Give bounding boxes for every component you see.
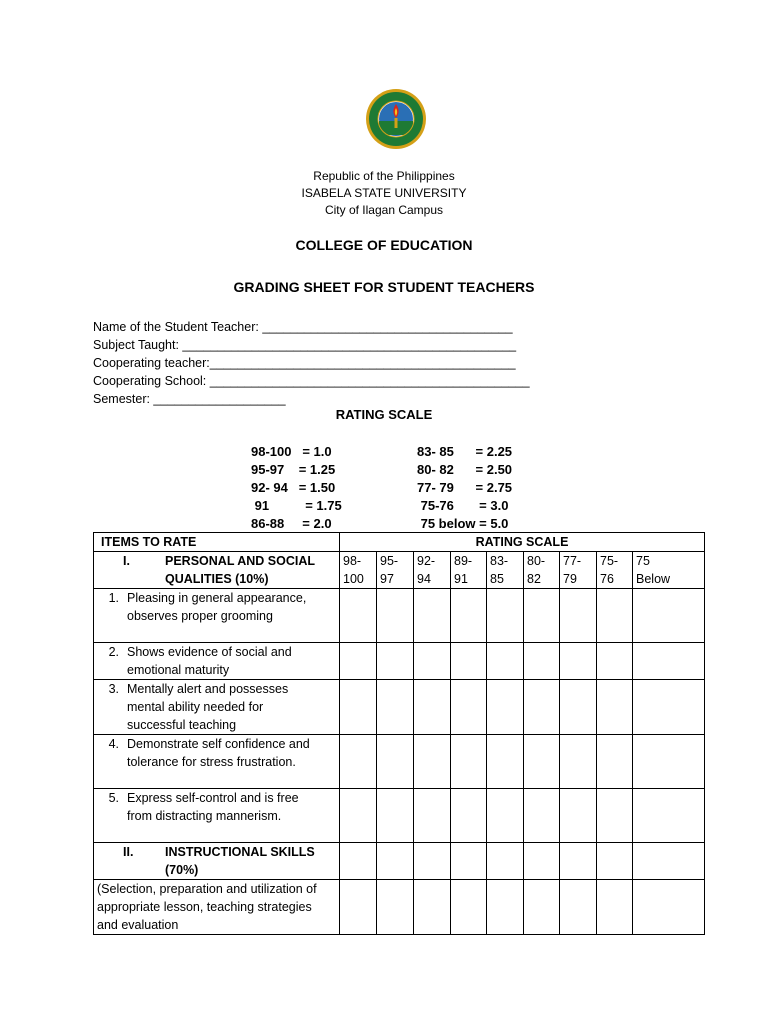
rating-cell[interactable] — [524, 680, 560, 735]
rating-cell[interactable] — [487, 589, 524, 643]
rating-cell[interactable] — [340, 589, 377, 643]
item-cell — [94, 589, 340, 643]
table-row — [94, 589, 705, 643]
rating-cell[interactable] — [340, 680, 377, 735]
section-2-note: (Selection, preparation and utilization of appropriate lesson, teaching strategies and evaluation — [94, 880, 340, 935]
rating-cell[interactable] — [451, 680, 487, 735]
column-header: 95- 97 — [377, 552, 414, 589]
header-university: ISABELA STATE UNIVERSITY — [301, 186, 467, 200]
rating-cell[interactable] — [487, 735, 524, 789]
rating-cell[interactable] — [451, 735, 487, 789]
item-cell — [94, 680, 340, 735]
cooperating-teacher-field[interactable]: Cooperating teacher:____________________________________________ — [93, 356, 516, 370]
header-campus: City of Ilagan Campus — [324, 203, 444, 217]
rating-cell[interactable] — [414, 589, 451, 643]
section-2-title: II. INSTRUCTIONAL SKILLS (70%) — [94, 843, 340, 880]
rating-cell[interactable] — [633, 680, 705, 735]
rating-cell[interactable] — [377, 589, 414, 643]
rating-cell[interactable] — [633, 843, 705, 880]
item-text: Mentally alert and possesses mental ability needed for successful teaching — [127, 682, 289, 732]
scale-right-5: 75 below = 5.0 — [417, 516, 509, 531]
rating-cell[interactable] — [377, 643, 414, 680]
rating-cell[interactable] — [560, 789, 597, 843]
rating-cell[interactable] — [377, 843, 414, 880]
table-row — [94, 880, 705, 935]
rating-cell[interactable] — [560, 680, 597, 735]
section-row — [94, 843, 705, 880]
column-header: 80- 82 — [524, 552, 560, 589]
student-teacher-field[interactable]: Name of the Student Teacher: ____________________________________ — [93, 320, 513, 334]
rating-cell[interactable] — [633, 643, 705, 680]
column-header: 75- 76 — [597, 552, 633, 589]
semester-field[interactable]: Semester: ___________________ — [93, 392, 286, 406]
scale-left-1: 98-100 = 1.0 — [251, 444, 332, 459]
rating-cell[interactable] — [377, 880, 414, 935]
item-text: Demonstrate self confidence and tolerance for stress frustration. — [127, 737, 310, 769]
info-fields — [93, 318, 530, 408]
rating-cell[interactable] — [597, 880, 633, 935]
rating-cell[interactable] — [414, 680, 451, 735]
rating-cell[interactable] — [524, 880, 560, 935]
item-number: 2. — [108, 645, 119, 659]
table-row — [94, 789, 705, 843]
rating-cell[interactable] — [340, 735, 377, 789]
rating-cell[interactable] — [487, 843, 524, 880]
column-header: 98- 100 — [340, 552, 377, 589]
rating-cell[interactable] — [597, 735, 633, 789]
rating-cell[interactable] — [524, 643, 560, 680]
rating-cell[interactable] — [633, 789, 705, 843]
rating-cell[interactable] — [633, 589, 705, 643]
item-number: 3. — [108, 682, 119, 696]
scale-right-4: 75-76 = 3.0 — [417, 498, 509, 513]
document-title: GRADING SHEET FOR STUDENT TEACHERS — [233, 279, 535, 295]
item-cell — [94, 789, 340, 843]
rating-cell[interactable] — [414, 735, 451, 789]
rating-cell[interactable] — [597, 789, 633, 843]
rating-cell[interactable] — [524, 843, 560, 880]
subject-field[interactable]: Subject Taught: ________________________________________________ — [93, 338, 517, 352]
scale-right-3: 77- 79 = 2.75 — [417, 480, 513, 495]
header-republic: Republic of the Philippines — [313, 169, 455, 183]
rating-cell[interactable] — [340, 880, 377, 935]
rating-cell[interactable] — [487, 880, 524, 935]
university-seal-logo — [365, 88, 427, 150]
rating-scale-header: RATING SCALE — [340, 533, 705, 552]
rating-cell[interactable] — [340, 843, 377, 880]
rating-cell[interactable] — [597, 589, 633, 643]
rating-cell[interactable] — [560, 643, 597, 680]
table-row — [94, 643, 705, 680]
scale-left-3: 92- 94 = 1.50 — [251, 480, 336, 495]
scale-right-2: 80- 82 = 2.50 — [417, 462, 513, 477]
rating-cell[interactable] — [560, 843, 597, 880]
section-1-title: I. PERSONAL AND SOCIAL QUALITIES (10%) — [94, 552, 340, 589]
rating-cell[interactable] — [487, 789, 524, 843]
scale-left-2: 95-97 = 1.25 — [251, 462, 336, 477]
item-cell — [94, 735, 340, 789]
item-text: Shows evidence of social and emotional maturity — [127, 645, 292, 677]
item-number: 5. — [108, 791, 119, 805]
table-row — [94, 735, 705, 789]
rating-cell[interactable] — [451, 880, 487, 935]
rating-cell[interactable] — [633, 880, 705, 935]
column-header: 77- 79 — [560, 552, 597, 589]
rating-scale-title: RATING SCALE — [335, 407, 433, 422]
item-text: Pleasing in general appearance, observes proper grooming — [127, 591, 307, 623]
items-header: ITEMS TO RATE — [94, 533, 340, 552]
rating-cell[interactable] — [451, 843, 487, 880]
item-text: Express self-control and is free from distracting mannerism. — [127, 791, 299, 823]
scale-left-5: 86-88 = 2.0 — [251, 516, 332, 531]
rating-cell[interactable] — [451, 643, 487, 680]
rating-cell[interactable] — [414, 789, 451, 843]
section-row — [94, 552, 705, 589]
rating-cell[interactable] — [560, 735, 597, 789]
rating-cell[interactable] — [560, 589, 597, 643]
rating-cell[interactable] — [377, 680, 414, 735]
rating-cell[interactable] — [414, 843, 451, 880]
scale-right-1: 83- 85 = 2.25 — [417, 444, 513, 459]
college-title: COLLEGE OF EDUCATION — [295, 237, 473, 253]
rating-cell[interactable] — [524, 735, 560, 789]
rating-cell[interactable] — [451, 789, 487, 843]
rating-cell[interactable] — [340, 643, 377, 680]
rating-cell[interactable] — [377, 735, 414, 789]
rating-cell[interactable] — [487, 643, 524, 680]
grading-table — [93, 532, 705, 935]
rating-cell[interactable] — [414, 643, 451, 680]
table-header-row — [94, 533, 705, 552]
table-row — [94, 680, 705, 735]
column-header: 83- 85 — [487, 552, 524, 589]
rating-cell[interactable] — [451, 589, 487, 643]
column-header: 75 Below — [633, 552, 705, 589]
item-number: 4. — [108, 737, 119, 751]
column-header: 92- 94 — [414, 552, 451, 589]
column-header: 89- 91 — [451, 552, 487, 589]
rating-cell[interactable] — [633, 735, 705, 789]
rating-cell[interactable] — [597, 643, 633, 680]
rating-cell[interactable] — [524, 589, 560, 643]
rating-cell[interactable] — [487, 680, 524, 735]
rating-cell[interactable] — [524, 789, 560, 843]
rating-cell[interactable] — [560, 880, 597, 935]
cooperating-school-field[interactable]: Cooperating School: ______________________________________________ — [93, 374, 530, 388]
item-number: 1. — [108, 591, 119, 605]
scale-left-4: 91 = 1.75 — [251, 498, 342, 513]
rating-cell[interactable] — [597, 843, 633, 880]
rating-cell[interactable] — [377, 789, 414, 843]
rating-cell[interactable] — [597, 680, 633, 735]
rating-cell[interactable] — [414, 880, 451, 935]
rating-cell[interactable] — [340, 789, 377, 843]
item-cell — [94, 643, 340, 680]
